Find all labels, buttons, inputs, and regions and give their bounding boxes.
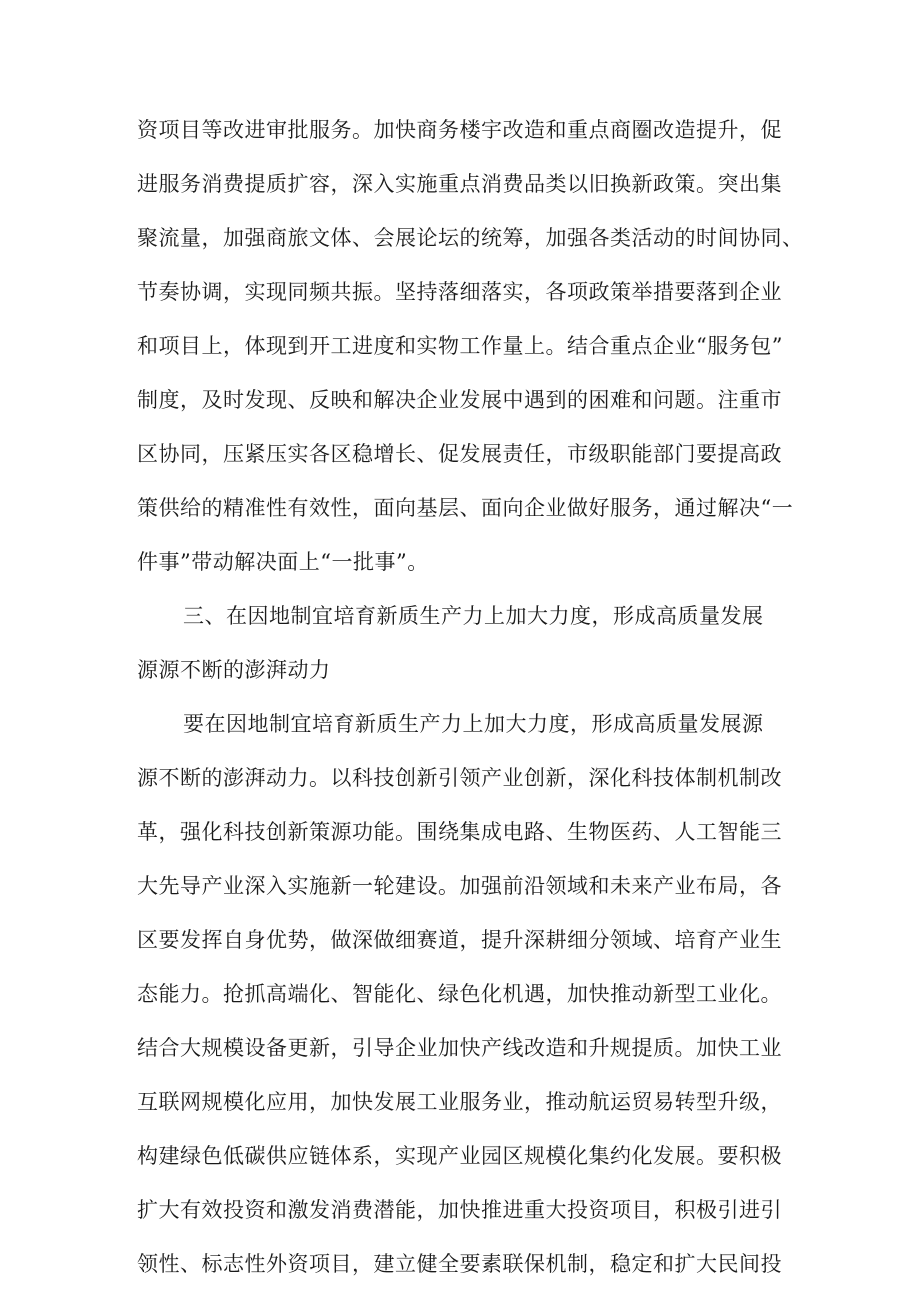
text-line-18: 结合大规模设备更新，引导企业加快产线改造和升规提质。加快工业 xyxy=(137,1036,782,1060)
text-line-14: 革，强化科技创新策源功能。围绕集成电路、生物医药、人工智能三 xyxy=(137,820,782,844)
text-line-4: 节奏协调，实现同频共振。坚持落细落实，各项政策举措要落到企业 xyxy=(137,280,782,304)
text-line-15: 大先导产业深入实施新一轮建设。加强前沿领域和未来产业布局，各 xyxy=(137,874,782,898)
text-line-1: 资项目等改进审批服务。加快商务楼宇改造和重点商圈改造提升，促 xyxy=(137,118,782,142)
text-line-17: 态能力。抢抓高端化、智能化、绿色化机遇，加快推动新型工业化。 xyxy=(137,982,782,1006)
text-line-9: 件事”带动解决面上“一批事”。 xyxy=(137,550,429,574)
text-line-16: 区要发挥自身优势，做深做细赛道，提升深耕细分领域、培育产业生 xyxy=(137,928,782,952)
text-line-6: 制度，及时发现、反映和解决企业发展中遇到的困难和问题。注重市 xyxy=(137,388,782,412)
text-line-19: 互联网规模化应用，加快发展工业服务业，推动航运贸易转型升级， xyxy=(137,1090,782,1114)
text-line-12: 要在因地制宜培育新质生产力上加大力度，形成高质量发展源 xyxy=(183,712,764,736)
text-line-21: 扩大有效投资和激发消费潜能，加快推进重大投资项目，积极引进引 xyxy=(137,1198,782,1222)
text-line-13: 源不断的澎湃动力。以科技创新引领产业创新，深化科技体制机制改 xyxy=(137,766,782,790)
text-line-5: 和项目上，体现到开工进度和实物工作量上。结合重点企业“服务包” xyxy=(137,334,783,358)
section-heading-line-2: 源源不断的澎湃动力 xyxy=(137,658,331,682)
text-line-2: 进服务消费提质扩容，深入实施重点消费品类以旧换新政策。突出集 xyxy=(137,172,782,196)
text-line-20: 构建绿色低碳供应链体系，实现产业园区规模化集约化发展。要积极 xyxy=(137,1144,782,1168)
text-line-22: 领性、标志性外资项目，建立健全要素联保机制，稳定和扩大民间投 xyxy=(137,1252,782,1276)
section-heading-line-1: 三、在因地制宜培育新质生产力上加大力度，形成高质量发展 xyxy=(183,604,764,628)
text-line-8: 策供给的精准性有效性，面向基层、面向企业做好服务，通过解决“一 xyxy=(137,496,794,520)
text-line-3: 聚流量，加强商旅文体、会展论坛的统筹，加强各类活动的时间协同、 xyxy=(137,226,804,250)
text-line-7: 区协同，压紧压实各区稳增长、促发展责任，市级职能部门要提高政 xyxy=(137,442,782,466)
